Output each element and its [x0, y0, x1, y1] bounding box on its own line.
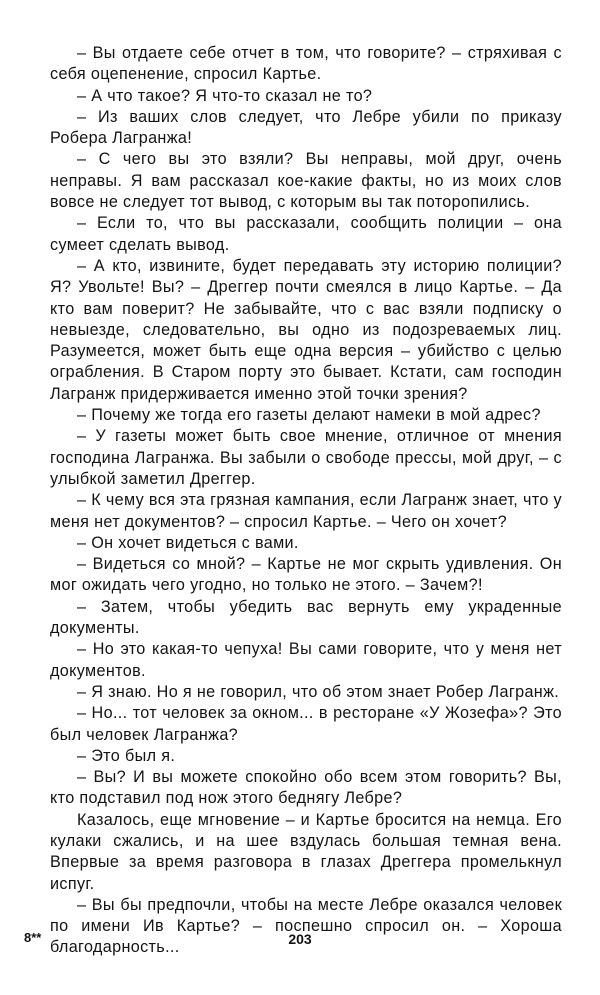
- paragraph: – Но... тот человек за окном... в ресторане «У Жозефа»? Это был человек Лагранжа?: [50, 704, 562, 744]
- paragraph: – А что такое? Я что-то сказал не то?: [77, 86, 373, 105]
- paragraph: – А кто, извините, будет передавать эту историю полиции? Я? Увольте! Вы? – Дреггер почти смеялся в лицо Картье. – Да кто вам поверит? Не забывайте, что с вас взяли подписку о невыезде, следовательно, вы одно из подозреваемых лиц. Разумеется, может быть еще одна версия – убийство с целью ограбления. В Старом порту это бывает. Кстати, сам господин Лагранж придерживается именно этой точки зрения?: [50, 256, 562, 403]
- signature-mark: 8**: [24, 930, 42, 945]
- paragraph: – Видеться со мной? – Картье не мог скрыть удивления. Он мог ожидать чего угодно, но только не этого. – Зачем?!: [50, 555, 562, 595]
- paragraph: – Из ваших слов следует, что Лебре убили по приказу Робера Лагранжа!: [50, 107, 562, 148]
- paragraph: – У газеты может быть свое мнение, отличное от мнения господина Лагранжа. Вы забыли о свободе прессы, мой друг, – с улыбкой заметил Дреггер.: [50, 427, 562, 488]
- paragraph: – Почему же тогда его газеты делают намеки в мой адрес?: [77, 406, 541, 425]
- page-body: [50, 43, 562, 959]
- paragraph: Казалось, еще мгновение – и Картье бросится на немца. Его кулаки сжались, и на шее вздулась большая темная вена. Впервые за время разговора в глазах Дреггера промелькнул испуг.: [50, 810, 562, 893]
- paragraph: – Затем, чтобы убедить вас вернуть ему украденные документы.: [50, 597, 562, 638]
- paragraph: – Если то, что вы рассказали, сообщить полиции – она сумеет сделать вывод.: [50, 214, 562, 254]
- paragraph: – С чего вы это взяли? Вы неправы, мой друг, очень неправы. Я вам рассказал кое-какие факты, но из моих слов вовсе не следует тот вывод, с которым вы так поторопились.: [50, 150, 562, 212]
- paragraph: – Он хочет видеться с вами.: [77, 533, 299, 552]
- paragraph: – Вы бы предпочли, чтобы на месте Лебре оказался человек по имени Ив Картье? – поспешно спросил он. – Хороша благодарность...: [50, 895, 562, 957]
- paragraph: – Вы? И вы можете спокойно обо всем этом говорить? Вы, кто подставил под нож этого беднягу Лебре?: [50, 768, 562, 808]
- paragraph: – К чему вся эта грязная кампания, если Лагранж знает, что у меня нет документов? – спросил Картье. – Чего он хочет?: [50, 491, 562, 531]
- page-number: 203: [288, 931, 312, 947]
- paragraph: – Я знаю. Но я не говорил, что об этом знает Робер Лагранж.: [77, 682, 560, 701]
- paragraph: – Но это какая-то чепуха! Вы сами говорите, что у меня нет документов.: [50, 640, 562, 680]
- paragraph: – Вы отдаете себе отчет в том, что говорите? – стряхивая с себя оцепенение, спросил Картье.: [50, 44, 562, 84]
- paragraph: – Это был я.: [77, 746, 176, 765]
